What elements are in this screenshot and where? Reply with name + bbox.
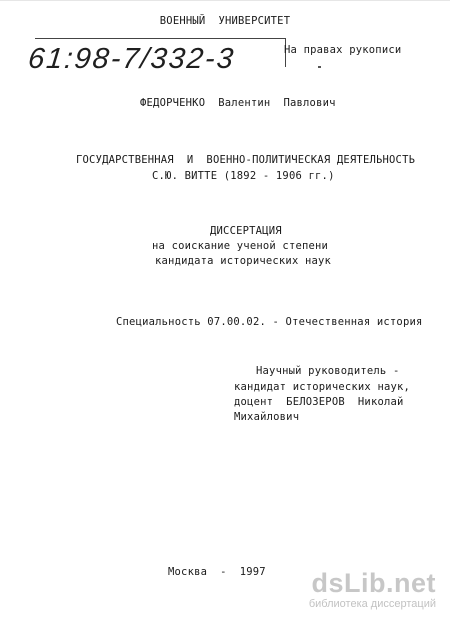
degree-line-1: на соискание ученой степени <box>152 240 329 252</box>
archive-number-handwritten: 61:98-7/332-3 <box>26 43 237 75</box>
specialty-line: Специальность 07.00.02. - Отечественная история <box>116 316 423 328</box>
supervisor-line-3: доцент БЕЛОЗЕРОВ Николай <box>234 396 404 408</box>
title-line-1: ГОСУДАРСТВЕННАЯ И ВОЕННО-ПОЛИТИЧЕСКАЯ ДЕЯТЕЛЬНОСТЬ <box>76 154 416 166</box>
watermark-subtitle: библиотека диссертаций <box>308 598 436 610</box>
university-name: ВОЕННЫЙ УНИВЕРСИТЕТ <box>159 15 291 27</box>
supervisor-line-4: Михайлович <box>234 411 300 423</box>
supervisor-line-1: Научный руководитель - <box>256 365 400 377</box>
author-name: ФЕДОРЧЕНКО Валентин Павлович <box>140 97 336 109</box>
dissertation-label: ДИССЕРТАЦИЯ <box>210 225 282 237</box>
watermark-logo: dsLib.net <box>311 568 436 598</box>
page-edge <box>0 0 450 1</box>
rights-notice: На правах рукописи <box>284 44 402 56</box>
degree-line-2: кандидата исторических наук <box>155 255 332 267</box>
scan-speck <box>318 66 321 68</box>
site-watermark <box>309 568 436 611</box>
city-year: Москва - 1997 <box>168 566 266 578</box>
title-line-2: С.Ю. ВИТТЕ (1892 - 1906 гг.) <box>152 170 335 182</box>
supervisor-line-2: кандидат исторических наук, <box>234 381 411 393</box>
